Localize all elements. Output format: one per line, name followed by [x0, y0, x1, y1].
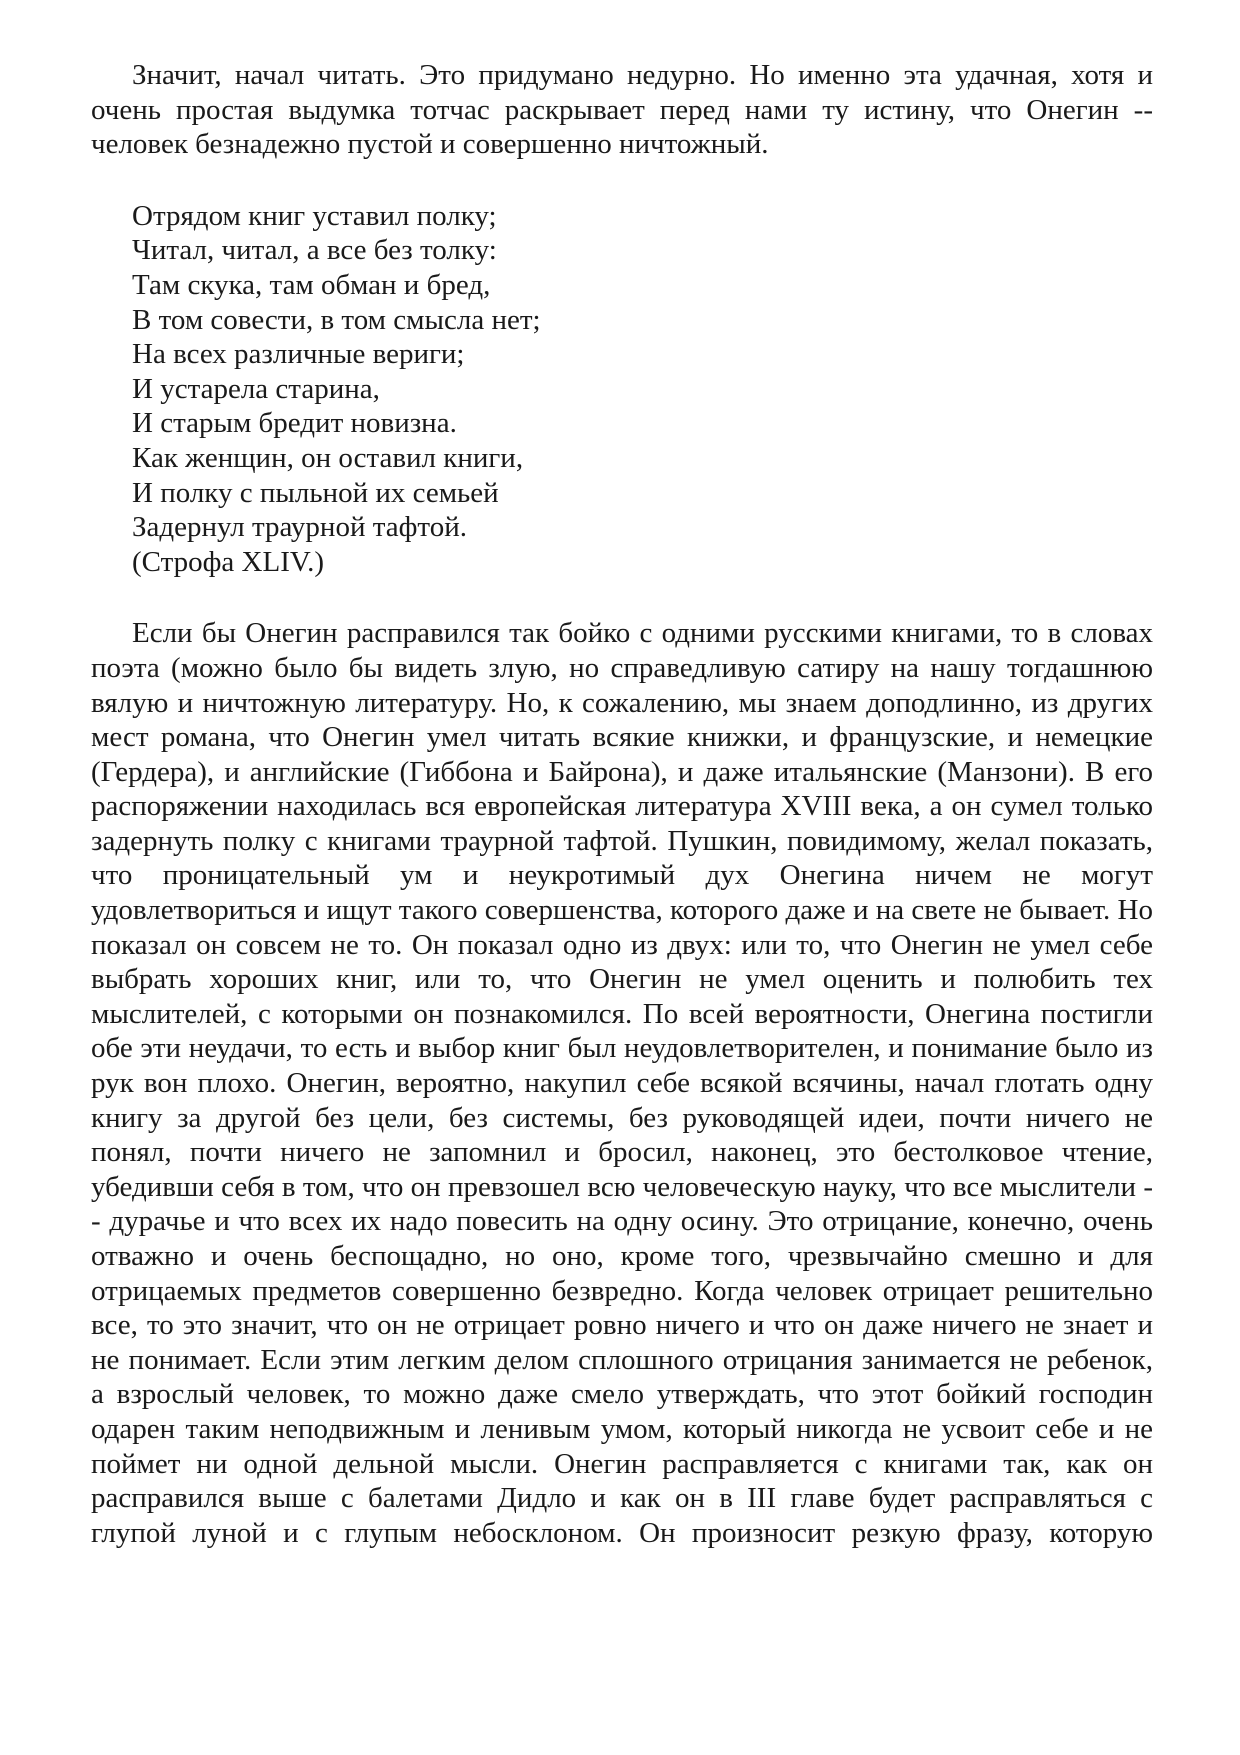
- verse-line: В том совести, в том смысла нет;: [132, 303, 541, 336]
- document-page: [91, 58, 1153, 1550]
- main-paragraph: Если бы Онегин расправился так бойко с одними русскими книгами, то в словах поэта (можно было бы видеть злую, но справедливую сатиру на нашу тогдашнюю вялую и ничтожную литературу. Но, к сожалению, мы знаем доподлинно, из других мест романа, что Онегин умел читать всякие книжки, и французские, и немецкие (Гердера), и английские (Гиббона и Байрона), и даже итальянские (Манзони). В его распоряжении находилась вся европейская литература XVIII века, а он сумел только задернуть полку с книгами траурной тафтой. Пушкин, повидимому, желал показать, что проницательный ум и неукротимый дух Онегина ничем не могут удовлетвориться и ищут такого совершенства, которого даже и на свете не бывает. Но показал он совсем не то. Он показал одно из двух: или то, что Онегин не умел себе выбрать хороших книг, или то, что Онегин не умел оценить и полюбить тех мыслителей, с которыми он познакомился. По всей вероятности, Онегина постигли обе эти неудачи, то есть и выбор книг был неудовлетворителен, и понимание было из рук вон плохо. Онегин, вероятно, накупил себе всякой всячины, начал глотать одну книгу за другой без цели, без системы, без руководящей идеи, почти ничего не понял, почти ничего не запомнил и бросил, наконец, это бестолковое чтение, убедивши себя в том, что он превзошел всю человеческую науку, что все мыслители -- дурачье и что всех их надо повесить на одну осину. Это отрицание, конечно, очень отважно и очень беспощадно, но оно, кроме того, чрезвычайно смешно и для отрицаемых предметов совершенно безвредно. Когда человек отрицает решительно все, то это значит, что он не отрицает ровно ничего и что он даже ничего не знает и не понимает. Если этим легким делом сплошного отрицания занимается не ребенок, а взрослый человек, то можно даже смело утверждать, что этот бойкий господин одарен таким неподвижным и ленивым умом, который никогда не усвоит себе и не поймет ни одной дельной мысли. Онегин расправляется с книгами так, как он расправился выше с балетами Дидло и как он в III главе будет расправляться с глупой луной и с глупым небосклоном. Он произносит резкую фразу, которую: [91, 617, 1153, 1549]
- verse-line: И устарела старина,: [132, 372, 380, 405]
- verse-line: Читал, читал, а все без толку:: [132, 234, 497, 267]
- verse-citation: (Строфа XLIV.): [132, 545, 324, 578]
- intro-paragraph: Значит, начал читать. Это придумано недурно. Но именно эта удачная, хотя и очень простая выдумка тотчас раскрывает перед нами ту истину, что Онегин -- человек безнадежно пустой и совершенно ничтожный.: [91, 59, 1153, 161]
- verse-line: И полку с пыльной их семьей: [132, 476, 499, 509]
- verse-line: Там скука, там обман и бред,: [132, 268, 491, 301]
- verse-line: Как женщин, он оставил книги,: [132, 441, 524, 474]
- verse-line: На всех различные вериги;: [132, 338, 465, 371]
- verse-line: И старым бредит новизна.: [132, 407, 457, 440]
- verse-stanza: [132, 199, 1153, 580]
- verse-line: Задернул траурной тафтой.: [132, 511, 467, 544]
- verse-line: Отрядом книг уставил полку;: [132, 199, 497, 232]
